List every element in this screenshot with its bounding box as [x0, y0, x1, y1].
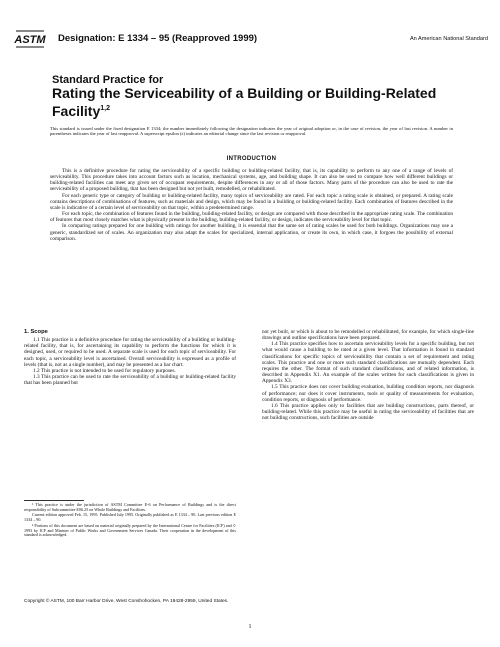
title-line-1: Standard Practice for	[52, 74, 164, 86]
standard-type-label: An American National Standard	[409, 36, 488, 42]
footnote-divider	[24, 500, 84, 501]
scope-paragraph: 1.6 This practice applies only to facilities that are building constructions, parts thereof, or building-related. While this practice may be useful in rating the serviceability of facilities that are not building constructions, such facilities are outside	[262, 402, 474, 422]
title-footnote-ref: 1,2	[100, 105, 110, 112]
title-line-2: Rating the Serviceability of a Building or Building-Related	[52, 85, 437, 101]
copyright-notice: Copyright © ASTM, 100 Barr Harbor Drive, West Conshohocken, PA 19428-2959, United States.	[24, 599, 229, 604]
scope-left-column	[24, 329, 236, 386]
intro-paragraph: In comparing ratings prepared for one building with ratings for another building, it is essential that the same set of rating scales be used for both buildings. Organizations may use a generic, standardized set of scales. An organization may also adapt the scales for specialized, internal application, or create its own, in which case, it forgoes the possibility of external comparison.	[50, 223, 453, 242]
intro-paragraph: This is a definitive procedure for rating the serviceability of a specific building or building-related facility, that is, its capability to perform to any one of a range of levels of serviceability. This procedure takes into account factors such as location, mechanical systems, age, and building shape. It can also be used to compare how well different buildings or building-related facilities can meet any given set of occupant requirements, despite differences in any or all of those factors. Many parts of the procedure can also be used to rate the serviceability of a proposed building, that has been designed but not yet built, remodelled, or rehabilitated.	[50, 168, 453, 193]
scope-paragraph: 1.3 This practice can be used to rate the serviceability of a building or building-related facility that has been planned but	[24, 374, 236, 387]
footnote: Current edition approved Feb. 15, 1995. Published July 1995. Originally published as E 1334 – 90. Last previous edition E 1334 – 90.	[24, 512, 236, 523]
title-line-3: Facility$^{1,2}$	[52, 103, 110, 119]
scope-paragraph: 1.1 This practice is a definitive procedure for rating the serviceability of a building or building-related facility, that is, for ascertaining its capability to perform the functions for which it is designed, used, or required to be used. A separate scale is used for each topic of serviceability. For each topic, a serviceability level is ascertained. Overall serviceability is expressed as a profile of levels (that is, not as a single number), and may be presented as a bar chart.	[24, 337, 236, 368]
intro-paragraph: For each topic, the combination of features found in the building, building-related facility, or design are compared with those described in the appropriate rating scale. The combination of features that most closely matches what is physically present in the building, building-related facility, or design, indicates the serviceability level for that topic.	[50, 211, 453, 224]
scope-paragraph: 1.4 This practice specifies how to ascertain serviceability levels for a specific building, but not what would cause a building to be rated at a given level. That information is found in standard classifications for specific topics of serviceability that contain a set of requirement and rating scales. This practice and one or more such standard classifications are mutually dependent. Each requires the other. The format of such standard classifications, and of related information, is described in Appendix X1. An example of the scales written for such classifications is given in Appendix X3.	[262, 341, 474, 385]
document-title	[52, 74, 452, 119]
introduction-heading: INTRODUCTION	[226, 156, 277, 162]
scope-right-column	[262, 329, 474, 421]
intro-paragraph: For each generic type or category of building or building-related facility, many topics of serviceability are rated. For each topic a rating scale is obtained, or prepared. A rating scale contains descriptions of combinations of features, such as materials and design, which may be found in a building or building-related facility. Each combination of features described in the scale is indicative of a certain level of serviceability on that topic, within a predetermined range.	[50, 192, 453, 211]
scope-heading: 1. Scope	[24, 329, 48, 335]
introduction-body	[50, 168, 453, 242]
astm-logo	[10, 28, 50, 50]
designation: Designation: E 1334 – 95 (Reapproved 1999)	[58, 33, 258, 44]
scope-paragraph: 1.2 This practice is not intended to be used for regulatory purposes.	[33, 367, 176, 374]
footnotes	[24, 503, 236, 539]
svg-text:ASTM: ASTM	[14, 34, 46, 46]
scope-paragraph: not yet built, or which is about to be remodelled or rehabilitated, for example, for which single-line drawings and outline specifications have been prepared.	[262, 329, 474, 342]
footnote: ¹ This practice is under the jurisdiction of ASTM Committee E-6 on Performance of Buildings and is the direct responsibility of Subcommittee E06.25 on Whole Buildings and Facilities.	[24, 502, 236, 512]
page-number: 1	[248, 624, 252, 630]
scope-paragraph: 1.5 This practice does not cover building evaluation, building condition reports, nor diagnosis of performance; nor does it cover instruments, tools or quality of measurements for evaluation, condition reports, or diagnosis of performance.	[262, 384, 474, 403]
footnote: ² Portions of this document are based on material originally prepared by the International Centre for Facilities (ICF) and © 1993 by ICF and Minister of Public Works and Government Services Canada. Their cooperation in the development of this standard is acknowledged.	[24, 522, 236, 538]
issuance-note: This standard is issued under the fixed designation E 1334; the number immediately following the designation indicates the year of original adoption or, in the case of revision, the year of last revision. A number in parentheses indicates the year of last reapproval. A superscript epsilon (ε) indicates an editorial change since the last revision or reapproval.	[50, 126, 453, 137]
